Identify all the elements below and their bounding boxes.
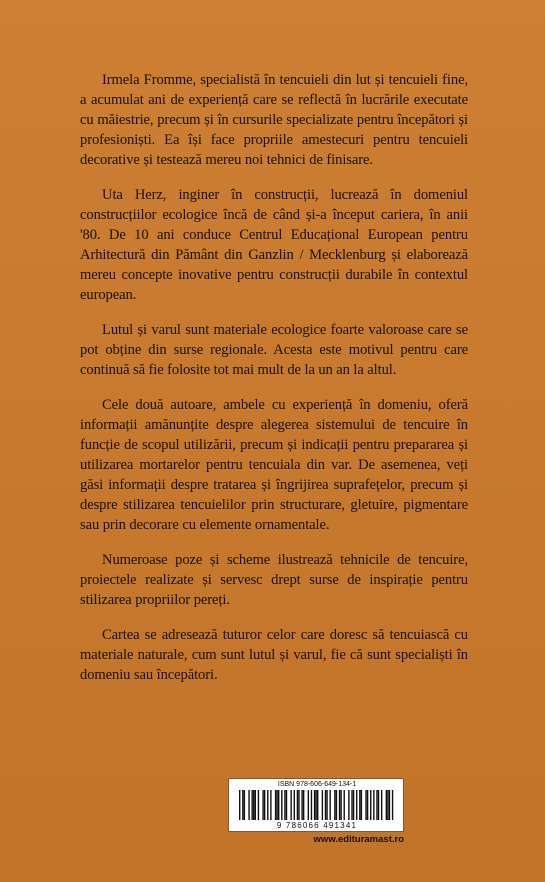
barcode-bar [270,790,271,820]
paragraph-materials: Lutul și varul sunt materiale ecologice foarte valoroase care se pot obține din surse regionale. Acesta este motivul pentru care continuă să fie folosite tot mai mult de la un an la altul. [80,322,468,378]
barcode-bar [381,790,382,820]
barcode-bar [387,790,388,820]
barcode-bar [253,790,254,820]
barcode-bar [356,790,357,820]
isbn-label: ISBN 978-606-649-134-1 [277,781,357,788]
barcode-bar [286,790,287,820]
barcode-bar [294,790,295,820]
barcode-bar [251,790,252,820]
barcode-bar [244,790,245,820]
barcode-bar [325,790,326,820]
barcode-bar [344,790,345,820]
description-text [80,70,468,700]
barcode-bar [315,790,316,820]
barcode-bar [353,790,354,820]
barcode-bar [262,790,263,820]
barcode-bar [258,790,259,820]
barcode-bar [303,790,304,820]
barcode-bar [367,790,368,820]
barcode-bar [334,790,335,820]
barcode-bar [297,790,298,820]
paragraph-illustrations: Numeroase poze și scheme ilustrează tehnicile de tencuire, proiectele realizate și servesc drept surse de inspirație pentru stilizarea propriilor pereți. [80,552,468,608]
barcode-bar [314,790,315,820]
barcode-bar [255,790,256,820]
paragraph-author-1: Irmela Fromme, specialistă în tencuieli din lut și tencuieli fine, a acumulat ani de experiență care se reflectă în lucrările executate cu măiestrie, precum și în cursurile specializate pentru începători și profesioniști. Ea își face propriile amestecuri pentru tencuieli decorative și testează mereu noi tehnici de finisare. [80,72,468,168]
barcode-bar [278,790,279,820]
barcode-bar [351,790,352,820]
barcode-bar [248,790,249,820]
barcode-bar [373,790,374,820]
barcode-bar [359,790,360,820]
barcode-bar [290,790,291,820]
barcode-bar [317,790,318,820]
barcode-bar [339,790,340,820]
barcode-bar [242,790,243,820]
barcode-bar [239,790,240,820]
barcode-bar [264,790,265,820]
barcode-bar [392,790,393,820]
barcode-bar [386,790,387,820]
barcode-bar [376,790,377,820]
barcode-bar [308,790,309,820]
barcode-icon [239,790,395,820]
barcode-bar [361,790,362,820]
barcode-bar [322,790,323,820]
barcode-bar [326,790,327,820]
barcode-bar [281,790,282,820]
barcode-bar [329,790,330,820]
barcode-bar [267,790,268,820]
ean-digits: 9 786066 491341 [276,821,358,830]
barcode-bar [311,790,312,820]
barcode-bar [370,790,371,820]
paragraph-author-2: Uta Herz, inginer în construcții, lucrează în domeniul construcțiilor ecologice încă de când și-a început cariera, în anii '80. De 10 ani conduce Centrul Educațional European pentru Arhitectură din Pământ din Ganzlin / Mecklenburg și elaborează mereu concepte inovative pentru construcții durabile în contextul european. [80,187,468,303]
barcode-bar [276,790,277,820]
barcode-bar [378,790,379,820]
barcode-bar [298,790,299,820]
isbn-barcode-block [228,778,404,846]
barcode-bar [348,790,349,820]
paragraph-audience: Cartea se adresează tuturor celor care doresc să tencuiască cu materiale naturale, cum sunt lutul și varul, fie că sunt specialiști în domeniu sau începători. [80,627,468,683]
barcode-bar [340,790,341,820]
barcode-bar [284,790,285,820]
paragraph-contents: Cele două autoare, ambele cu experiență în domeniu, oferă informații amănunțite despre alegerea sistemului de tencuire în funcție de scopul utilizării, precum și indicații pentru prepararea și utilizarea mortarelor pentru tencuiala din var. De asemenea, veți găsi informații despre tratarea și îngrijirea suprafețelor, precum și despre stilizarea tencuielilor prin structurare, gletuire, pigmentare sau prin decorare cu elemente ornamentale. [80,397,468,533]
barcode-bar [365,790,366,820]
barcode-bar [301,790,302,820]
barcode-bar [275,790,276,820]
barcode-bar [336,790,337,820]
barcode-bar [389,790,390,820]
publisher-website: www.edituramast.ro [313,834,404,845]
barcode-box [228,778,404,832]
